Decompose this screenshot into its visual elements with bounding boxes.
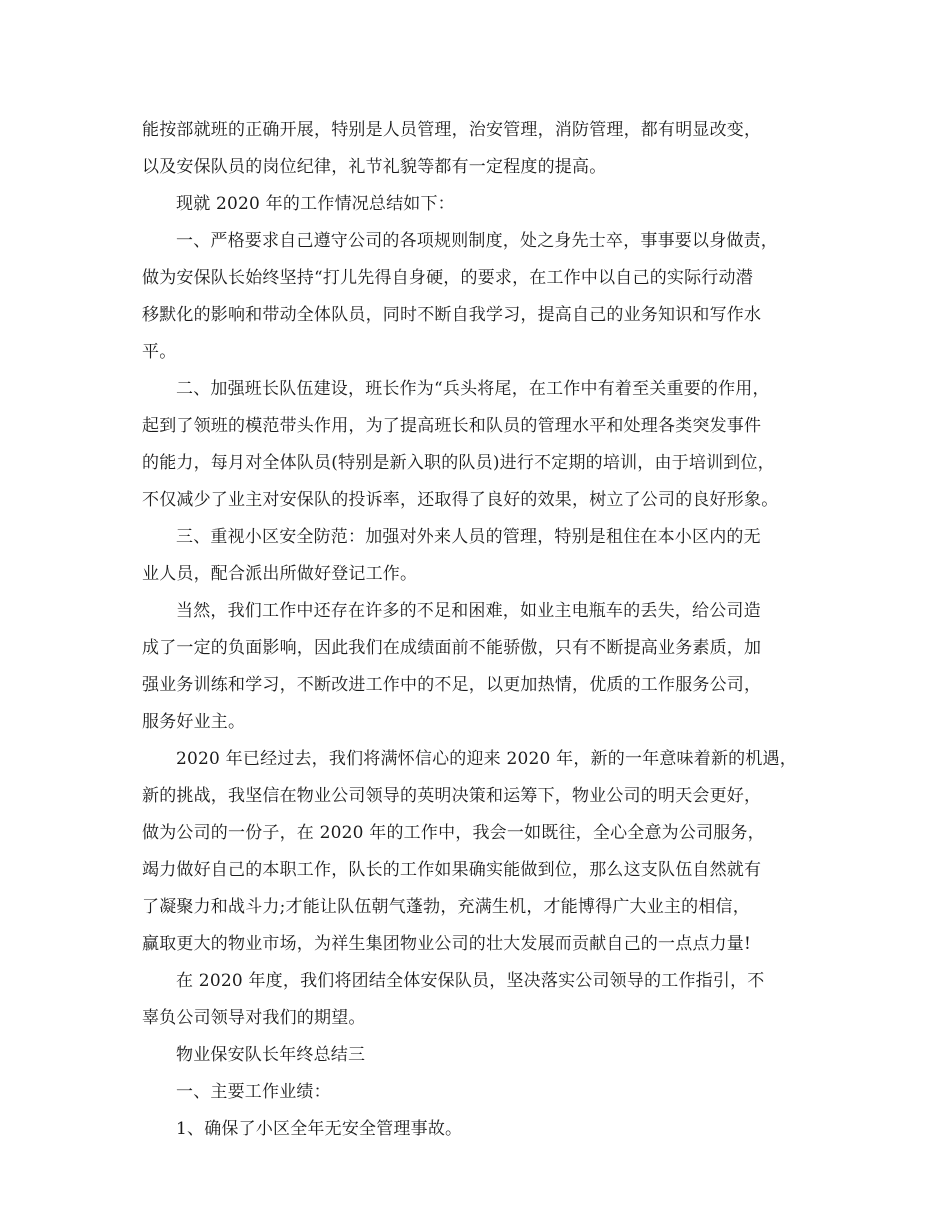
section-heading: 物业保安队长年终总结三 bbox=[176, 1045, 366, 1065]
text-line: 平。 bbox=[142, 342, 177, 362]
text-line: 新的挑战，我坚信在物业公司领导的英明决策和运筹下，物业公司的明天会更好， bbox=[142, 786, 762, 806]
text-line: 能按部就班的正确开展，特别是人员管理，治安管理，消防管理，都有明显改变， bbox=[142, 120, 762, 140]
text-line: 三、重视小区安全防范：加强对外来人员的管理，特别是租住在本小区内的无 bbox=[176, 527, 761, 547]
text-line: 以及安保队员的岗位纪律，礼节礼貌等都有一定程度的提高。 bbox=[142, 157, 607, 177]
text-line: 辜负公司领导对我们的期望。 bbox=[142, 1008, 366, 1028]
text-line: 2020 年已经过去，我们将满怀信心的迎来 2020 年，新的一年意味着新的机遇， bbox=[176, 749, 797, 769]
text-line: 做为安保队长始终坚持“打儿先得自身硬，的要求，在工作中以自己的实际行动潜 bbox=[142, 268, 753, 288]
text-line: 二、加强班长队伍建设，班长作为“兵头将尾，在工作中有着至关重要的作用， bbox=[176, 379, 770, 399]
list-item: 1、确保了小区全年无安全管理事故。 bbox=[176, 1119, 463, 1139]
text-line: 一、严格要求自己遵守公司的各项规则制度，处之身先士卒，事事要以身做责， bbox=[176, 231, 778, 251]
text-line: 了凝聚力和战斗力;才能让队伍朝气蓬勃，充满生机，才能博得广大业主的相信， bbox=[142, 897, 750, 917]
text-line: 起到了领班的模范带头作用，为了提高班长和队员的管理水平和处理各类突发事件 bbox=[142, 416, 762, 436]
subsection-heading: 一、主要工作业绩： bbox=[176, 1082, 331, 1102]
text-line: 做为公司的一份子，在 2020 年的工作中，我会一如既往，全心全意为公司服务， bbox=[142, 823, 765, 843]
text-line: 服务好业主。 bbox=[142, 712, 246, 732]
text-line: 赢取更大的物业市场，为祥生集团物业公司的壮大发展而贡献自己的一点点力量! bbox=[142, 934, 752, 954]
text-line: 成了一定的负面影响，因此我们在成绩面前不能骄傲，只有不断提高业务素质，加 bbox=[142, 638, 762, 658]
text-line: 竭力做好自己的本职工作，队长的工作如果确实能做到位，那么这支队伍自然就有 bbox=[142, 860, 762, 880]
text-line: 不仅减少了业主对安保队的投诉率，还取得了良好的效果，树立了公司的良好形象。 bbox=[142, 490, 779, 510]
text-line: 的能力，每月对全体队员(特别是新入职的队员)进行不定期的培训，由于培训到位， bbox=[142, 453, 775, 473]
text-line: 现就 2020 年的工作情况总结如下： bbox=[176, 194, 455, 214]
text-line: 移默化的影响和带动全体队员，同时不断自我学习，提高自己的业务知识和写作水 bbox=[142, 305, 762, 325]
text-line: 在 2020 年度，我们将团结全体安保队员，坚决落实公司领导的工作指引，不 bbox=[176, 971, 765, 991]
text-line: 业人员，配合派出所做好登记工作。 bbox=[142, 564, 418, 584]
text-line: 当然，我们工作中还存在许多的不足和困难，如业主电瓶车的丢失，给公司造 bbox=[176, 601, 761, 621]
text-line: 强业务训练和学习，不断改进工作中的不足，以更加热情，优质的工作服务公司， bbox=[142, 675, 762, 695]
